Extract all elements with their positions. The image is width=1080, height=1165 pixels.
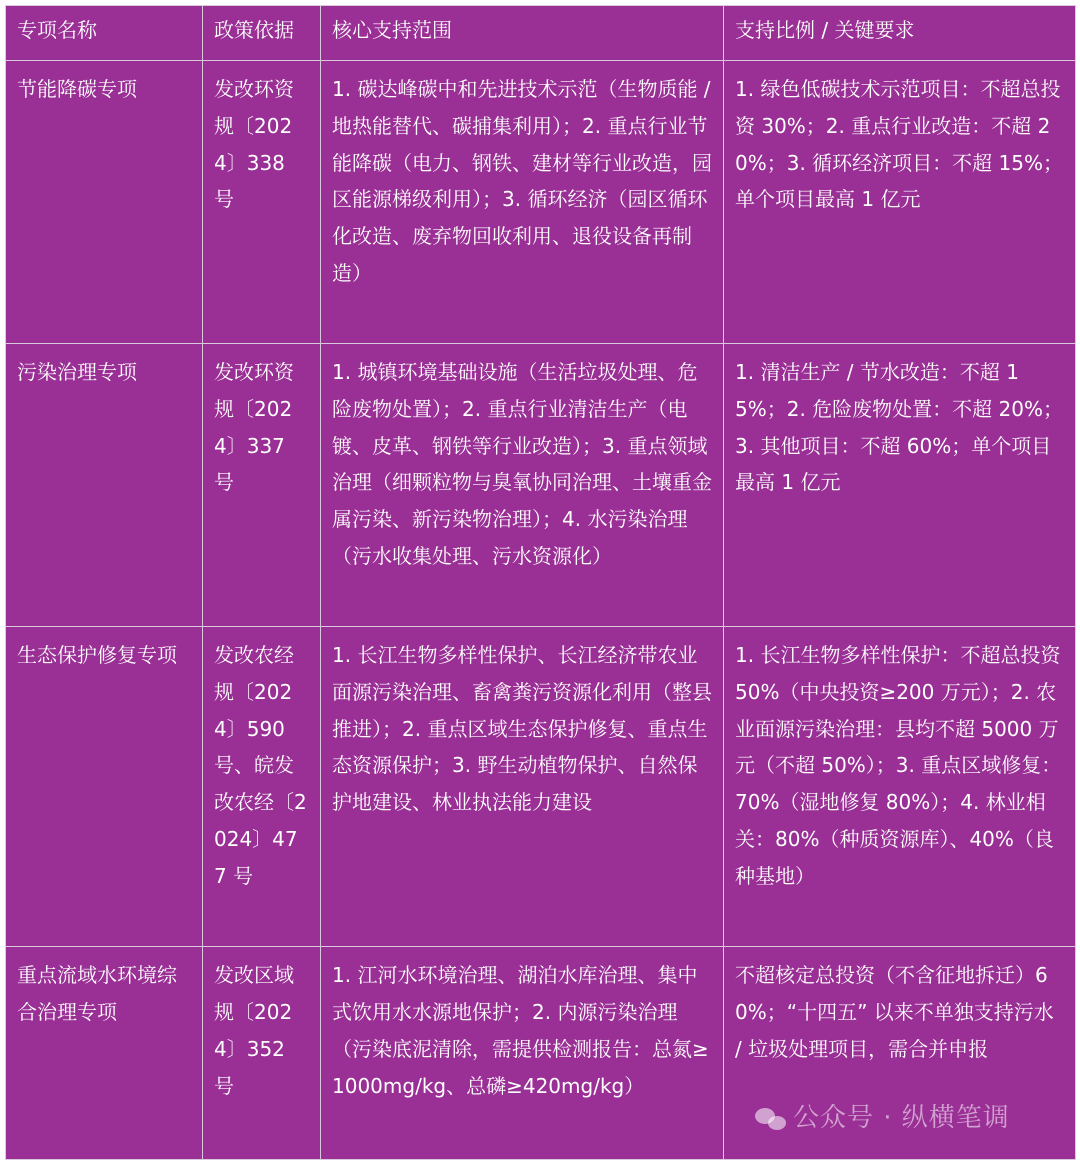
cell-core-scope: 1. 城镇环境基础设施（生活垃圾处理、危险废物处置）；2. 重点行业清洁生产（电镀、皮革、钢铁等行业改造）；3. 重点领域治理（细颗粒物与臭氧协同治理、土壤重金属污染、新污染物治理）；4. 水污染治理（污水收集处理、污水资源化） [321, 344, 724, 627]
table-row [6, 61, 1076, 344]
watermark-text: 公众号 · 纵横笔调 [793, 1103, 1010, 1133]
cell-core-scope: 1. 江河水环境治理、湖泊水库治理、集中式饮用水水源地保护；2. 内源污染治理（污染底泥清除，需提供检测报告：总氮≥1000mg/kg、总磷≥420mg/kg） [321, 947, 724, 1160]
table-row [6, 344, 1076, 627]
header-project-name: 专项名称 [6, 6, 203, 61]
header-policy-basis: 政策依据 [203, 6, 321, 61]
policy-table [5, 5, 1076, 1160]
watermark [755, 1097, 1010, 1134]
cell-policy-basis: 发改区域规〔2024〕352 号 [203, 947, 321, 1160]
cell-support-ratio: 1. 长江生物多样性保护：不超总投资 50%（中央投资≥200 万元）；2. 农业面源污染治理：县均不超 5000 万元（不超 50%）；3. 重点区域修复：70%（湿地修复 80%）；4. 林业相关：80%（种质资源库）、40%（良种基地） [724, 627, 1076, 947]
table-row [6, 627, 1076, 947]
cell-core-scope: 1. 碳达峰碳中和先进技术示范（生物质能 / 地热能替代、碳捕集利用）；2. 重点行业节能降碳（电力、钢铁、建材等行业改造，园区能源梯级利用）；3. 循环经济（园区循环化改造、废弃物回收利用、退役设备再制造） [321, 61, 724, 344]
cell-project-name: 重点流域水环境综合治理专项 [6, 947, 203, 1160]
cell-core-scope: 1. 长江生物多样性保护、长江经济带农业面源污染治理、畜禽粪污资源化利用（整县推进）；2. 重点区域生态保护修复、重点生态资源保护；3. 野生动植物保护、自然保护地建设、林业执法能力建设 [321, 627, 724, 947]
header-support-ratio: 支持比例 / 关键要求 [724, 6, 1076, 61]
cell-project-name: 污染治理专项 [6, 344, 203, 627]
table-header-row [6, 6, 1076, 61]
cell-project-name: 节能降碳专项 [6, 61, 203, 344]
cell-policy-basis: 发改农经规〔2024〕590 号、皖发改农经〔2024〕477 号 [203, 627, 321, 947]
policy-table-container [5, 5, 1075, 1160]
cell-policy-basis: 发改环资规〔2024〕338 号 [203, 61, 321, 344]
cell-policy-basis: 发改环资规〔2024〕337 号 [203, 344, 321, 627]
wechat-icon [755, 1106, 789, 1132]
cell-support-ratio: 1. 绿色低碳技术示范项目：不超总投资 30%；2. 重点行业改造：不超 20%；3. 循环经济项目：不超 15%；单个项目最高 1 亿元 [724, 61, 1076, 344]
cell-support-ratio: 不超核定总投资（不含征地拆迁）60%；“十四五” 以来不单独支持污水 / 垃圾处理项目，需合并申报 [724, 947, 1076, 1160]
cell-support-ratio: 1. 清洁生产 / 节水改造：不超 15%；2. 危险废物处置：不超 20%；3. 其他项目：不超 60%；单个项目最高 1 亿元 [724, 344, 1076, 627]
header-core-scope: 核心支持范围 [321, 6, 724, 61]
cell-project-name: 生态保护修复专项 [6, 627, 203, 947]
